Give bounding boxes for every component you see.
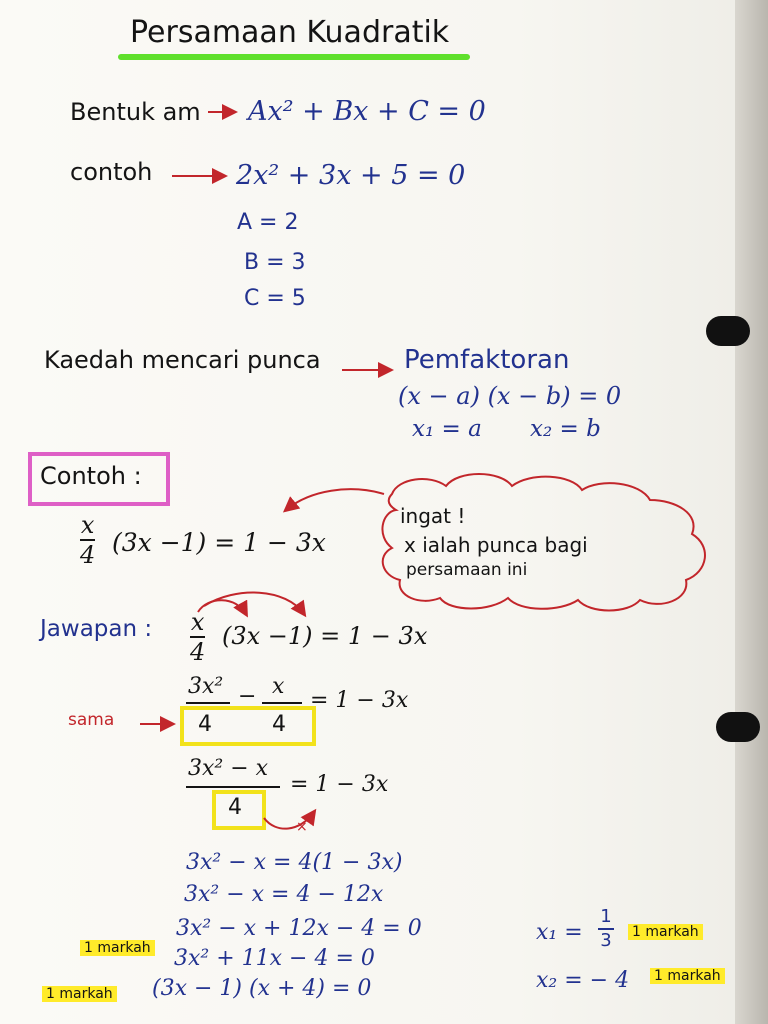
- page-title: Persamaan Kuadratik: [130, 15, 450, 50]
- page-edge: [735, 0, 768, 1024]
- note-line-2: x ialah punca bagi: [404, 533, 588, 557]
- working-line-1: 3x² − x = 4(1 − 3x): [186, 850, 403, 875]
- step2-numerator-2: x: [272, 674, 285, 699]
- step2-numerator-1: 3x²: [188, 674, 224, 699]
- example-label: contoh: [70, 158, 153, 186]
- step1-fraction: [190, 610, 205, 664]
- root1-denominator: 3: [600, 930, 612, 951]
- root1-lhs: x₁ =: [536, 920, 583, 945]
- root1-fraction: [598, 908, 614, 950]
- working-line-2: 3x² − x = 4 − 12x: [184, 882, 384, 907]
- problem-fraction: [80, 513, 95, 567]
- step1-rest: (3x −1) = 1 − 3x: [222, 622, 428, 650]
- working-line-3: 3x² − x + 12x − 4 = 0: [176, 916, 422, 941]
- markah-badge-root2: 1 markah: [650, 968, 725, 984]
- step1-numerator: x: [190, 608, 205, 636]
- problem-numerator: x: [80, 511, 95, 539]
- note-line-1: ingat !: [400, 504, 466, 528]
- factor-form: (x − a) (x − b) = 0: [398, 382, 622, 410]
- markah-badge-1: 1 markah: [80, 940, 155, 956]
- example-box-label: Contoh :: [40, 462, 142, 490]
- general-form-label: Bentuk am: [70, 98, 201, 126]
- binder-ring-top: [706, 316, 750, 346]
- root2: x₂ = − 4: [536, 968, 630, 993]
- problem-denominator: 4: [80, 541, 96, 569]
- method-name: Pemfaktoran: [404, 345, 570, 375]
- title-underline: [118, 54, 470, 60]
- working-line-5: (3x − 1) (x + 4) = 0: [152, 976, 372, 1001]
- problem-rest: (3x −1) = 1 − 3x: [112, 528, 326, 557]
- step2-rest: = 1 − 3x: [310, 688, 409, 713]
- markah-badge-2: 1 markah: [42, 986, 117, 1002]
- coefficient-c: C = 5: [244, 286, 306, 311]
- note-line-3: persamaan ini: [406, 560, 528, 580]
- root1-numerator: 1: [600, 906, 612, 927]
- step2-denominator-1: 4: [198, 712, 212, 737]
- markah-badge-root1: 1 markah: [628, 924, 703, 940]
- coefficient-b: B = 3: [244, 250, 306, 275]
- binder-ring-bottom: [716, 712, 760, 742]
- root-b: x₂ = b: [530, 416, 601, 442]
- fraction-bar: [186, 786, 280, 788]
- coefficient-a: A = 2: [237, 210, 299, 235]
- root-a: x₁ = a: [412, 416, 482, 442]
- example-equation: 2x² + 3x + 5 = 0: [236, 160, 466, 191]
- cross-mark: ×: [296, 819, 308, 835]
- answer-label: Jawapan :: [40, 616, 153, 642]
- step2-minus: −: [238, 684, 257, 709]
- sama-label: sama: [68, 710, 115, 730]
- step2-denominator-2: 4: [272, 712, 286, 737]
- working-line-4: 3x² + 11x − 4 = 0: [174, 946, 375, 971]
- fraction-bar: [186, 702, 230, 704]
- general-form-equation: Ax² + Bx + C = 0: [248, 96, 486, 127]
- step1-denominator: 4: [190, 638, 206, 666]
- step3-denominator: 4: [228, 795, 242, 820]
- step3-rest: = 1 − 3x: [290, 772, 389, 797]
- method-label: Kaedah mencari punca: [44, 346, 321, 374]
- step3-numerator: 3x² − x: [188, 756, 269, 781]
- fraction-bar: [262, 702, 302, 704]
